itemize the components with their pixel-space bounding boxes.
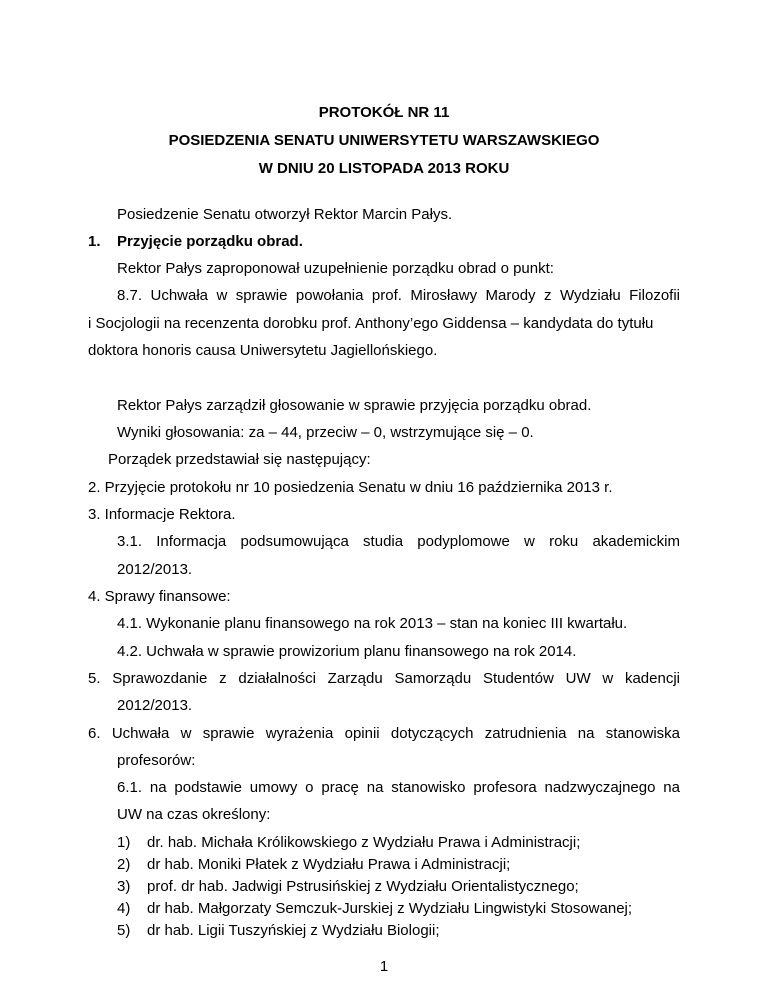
vote-result: Wyniki głosowania: za – 44, przeciw – 0, wstrzymujące się – 0. [117, 424, 534, 441]
opening-paragraph: Posiedzenie Senatu otworzył Rektor Marcin Pałys. [117, 206, 453, 223]
meeting-title: POSIEDZENIA SENATU UNIWERSYTETU WARSZAWSKIEGO [168, 132, 600, 149]
agenda-item: 6. Uchwała w sprawie wyrażenia opinii dotyczących zatrudnienia na stanowiska [88, 725, 680, 742]
agenda-item: profesorów: [117, 752, 196, 769]
section-1-heading: Przyjęcie porządku obrad. [117, 233, 303, 250]
agenda-intro: Porządek przedstawiał się następujący: [108, 451, 371, 468]
proposal-item-line: i Socjologii na recenzenta dorobku prof. Anthony’ego Giddensa – kandydata do tytułu [88, 315, 654, 332]
person-number: 4) [117, 900, 131, 917]
agenda-subitem: 2012/2013. [117, 561, 193, 578]
page-number: 1 [379, 958, 389, 975]
agenda-subitem: 4.1. Wykonanie planu finansowego na rok 2013 – stan na koniec III kwartału. [117, 615, 628, 632]
agenda-item: 4. Sprawy finansowe: [88, 588, 231, 605]
person-text: dr hab. Małgorzaty Semczuk-Jurskiej z Wydziału Lingwistyki Stosowanej; [147, 900, 633, 917]
person-list-item [117, 878, 579, 896]
person-text: dr hab. Moniki Płatek z Wydziału Prawa i Administracji; [147, 856, 511, 873]
vote-paragraph: Rektor Pałys zarządził głosowanie w sprawie przyjęcia porządku obrad. [117, 397, 592, 414]
person-list-item [117, 856, 510, 874]
proposal-item-line: doktora honoris causa Uniwersytetu Jagiellońskiego. [88, 342, 438, 359]
person-text: dr hab. Ligii Tuszyńskiej z Wydziału Biologii; [147, 922, 440, 939]
agenda-subitem: 4.2. Uchwała w sprawie prowizorium planu finansowego na rok 2014. [117, 643, 577, 660]
proposal-item-line: 8.7. Uchwała w sprawie powołania prof. Mirosławy Marody z Wydziału Filozofii [117, 287, 680, 304]
person-list-item [117, 922, 440, 940]
section-1-number: 1. [88, 233, 101, 250]
person-number: 3) [117, 878, 131, 895]
person-number: 2) [117, 856, 131, 873]
person-text: prof. dr hab. Jadwigi Pstrusińskiej z Wydziału Orientalistycznego; [147, 878, 579, 895]
agenda-item: 5. Sprawozdanie z działalności Zarządu Samorządu Studentów UW w kadencji [88, 670, 680, 687]
agenda-item: 2. Przyjęcie protokołu nr 10 posiedzenia Senatu w dniu 16 października 2013 r. [88, 479, 613, 496]
person-text: dr. hab. Michała Królikowskiego z Wydziału Prawa i Administracji; [147, 834, 581, 851]
agenda-subitem: 3.1. Informacja podsumowująca studia podyplomowe w roku akademickim [117, 533, 680, 550]
person-number: 5) [117, 922, 131, 939]
meeting-date: W DNIU 20 LISTOPADA 2013 ROKU [258, 160, 510, 177]
person-list-item [117, 900, 632, 918]
protocol-title: PROTOKÓŁ NR 11 [318, 104, 450, 121]
agenda-item: 3. Informacje Rektora. [88, 506, 236, 523]
agenda-item: 2012/2013. [117, 697, 193, 714]
person-list-item [117, 834, 580, 852]
person-number: 1) [117, 834, 131, 851]
agenda-subitem: UW na czas określony: [117, 806, 271, 823]
proposal-paragraph: Rektor Pałys zaproponował uzupełnienie porządku obrad o punkt: [117, 260, 554, 277]
agenda-subitem: 6.1. na podstawie umowy o pracę na stanowisko profesora nadzwyczajnego na [117, 779, 680, 796]
